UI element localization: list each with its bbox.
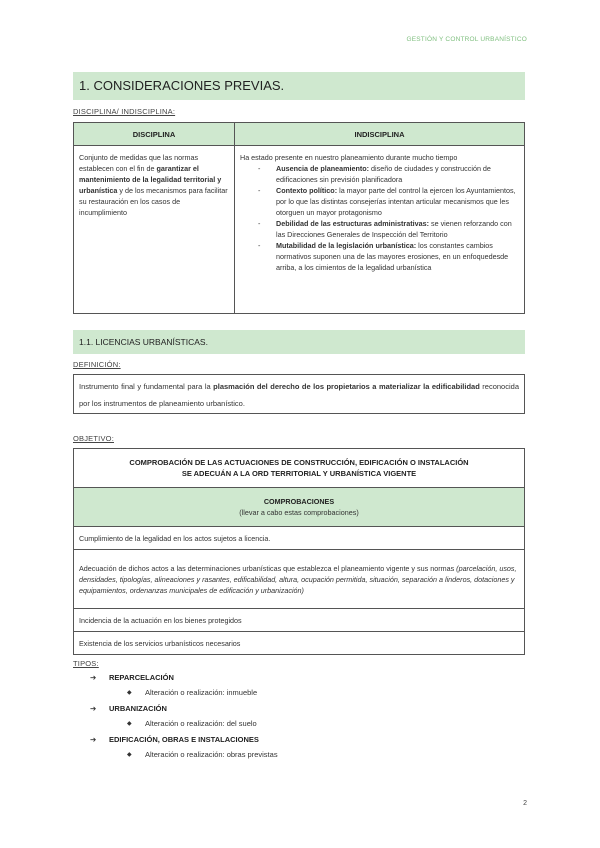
indisciplina-intro: Ha estado presente en nuestro planeamiento durante mucho tiempo [240,153,458,162]
subsection-title: 1.1. LICENCIAS URBANÍSTICAS. [73,330,525,354]
table-row: Adecuación de dichos actos a las determinaciones urbanísticas que establezca el planeamiento vigente y sus normas (parcelación, usos, densidades, tipologías, alineaciones y rasantes, edificabilidad, altura, ocupación permitida, situación, separación a linderos, dotaciones y equipamientos, ordenanzas municipales de edificación y urbanización) [74,550,525,609]
indisciplina-list [240,163,519,273]
indisciplina-header: INDISCIPLINA [235,123,525,146]
list-item: - Debilidad de las estructuras administrativas: se vienen reforzando con las Direcciones Generales de Inspección del Territorio [276,218,519,240]
definicion-box: Instrumento final y fundamental para la plasmación del derecho de los propietarios a materializar la edificabilidad reconocida por los instrumentos de planeamiento urbanístico. [73,374,525,414]
objetivo-heading: COMPROBACIÓN DE LAS ACTUACIONES DE CONSTRUCCIÓN, EDIFICACIÓN O INSTALACIÓN SE ADECUÁN A LA ORD TERRITORIAL Y URBANÍSTICA VIGENTE [74,449,525,488]
list-item: ➔ URBANIZACIÓN [73,701,525,716]
list-item: ➔ EDIFICACIÓN, OBRAS E INSTALACIONES [73,732,525,747]
indisciplina-cell [235,146,525,314]
table-row: Existencia de los servicios urbanísticos necesarios [74,632,525,655]
table-row: Incidencia de la actuación en los bienes protegidos [74,609,525,632]
bullet-icon: ◆ [127,690,132,696]
disciplina-cell: Conjunto de medidas que las normas establecen con el fin de garantizar el mantenimiento de la legalidad territorial y urbanística y de los mecanismos para facilitar su restauración en los casos de incumplimiento [74,146,235,314]
comprobaciones-header: COMPROBACIONES (llevar a cabo estas comprobaciones) [74,488,525,527]
table-row: Cumplimiento de la legalidad en los actos sujetos a licencia. [74,527,525,550]
disciplina-label: DISCIPLINA/ INDISCIPLINA: [73,107,176,116]
disciplina-table [73,122,525,314]
list-item: - Mutabilidad de la legislación urbanística: los constantes cambios normativos suponen una de las mayores erosiones, en un enfoquedesde arriba, a los cimientos de la legalidad urbanística [276,240,519,273]
list-item: ◆ Alteración o realización: obras previstas [73,747,525,763]
page-number: 2 [523,800,527,807]
objetivo-label: OBJETIVO: [73,434,114,443]
list-item: - Contexto político: la mayor parte del control la ejercen los Ayuntamientos, por lo que las distintas consejerías intentan articular mecanismos que les otorguen un mayor protagonismo [276,185,519,218]
definicion-label: DEFINICIÓN: [73,360,121,369]
arrow-right-icon: ➔ [90,735,97,744]
list-item: ◆ Alteración o realización: del suelo [73,716,525,732]
list-item: ◆ Alteración o realización: inmueble [73,685,525,701]
objetivo-table [73,448,525,655]
section-title: 1. CONSIDERACIONES PREVIAS. [73,72,525,100]
list-item: ➔ REPARCELACIÓN [73,670,525,685]
tipos-list [73,670,525,763]
arrow-right-icon: ➔ [90,673,97,682]
page-header: GESTIÓN Y CONTROL URBANÍSTICO [406,36,527,43]
bullet-icon: ◆ [127,721,132,727]
arrow-right-icon: ➔ [90,704,97,713]
list-item: - Ausencia de planeamiento: diseño de ciudades y construcción de edificaciones sin previsión planificadora [276,163,519,185]
tipos-label: TIPOS: [73,659,99,668]
bullet-icon: ◆ [127,752,132,758]
disciplina-header: DISCIPLINA [74,123,235,146]
